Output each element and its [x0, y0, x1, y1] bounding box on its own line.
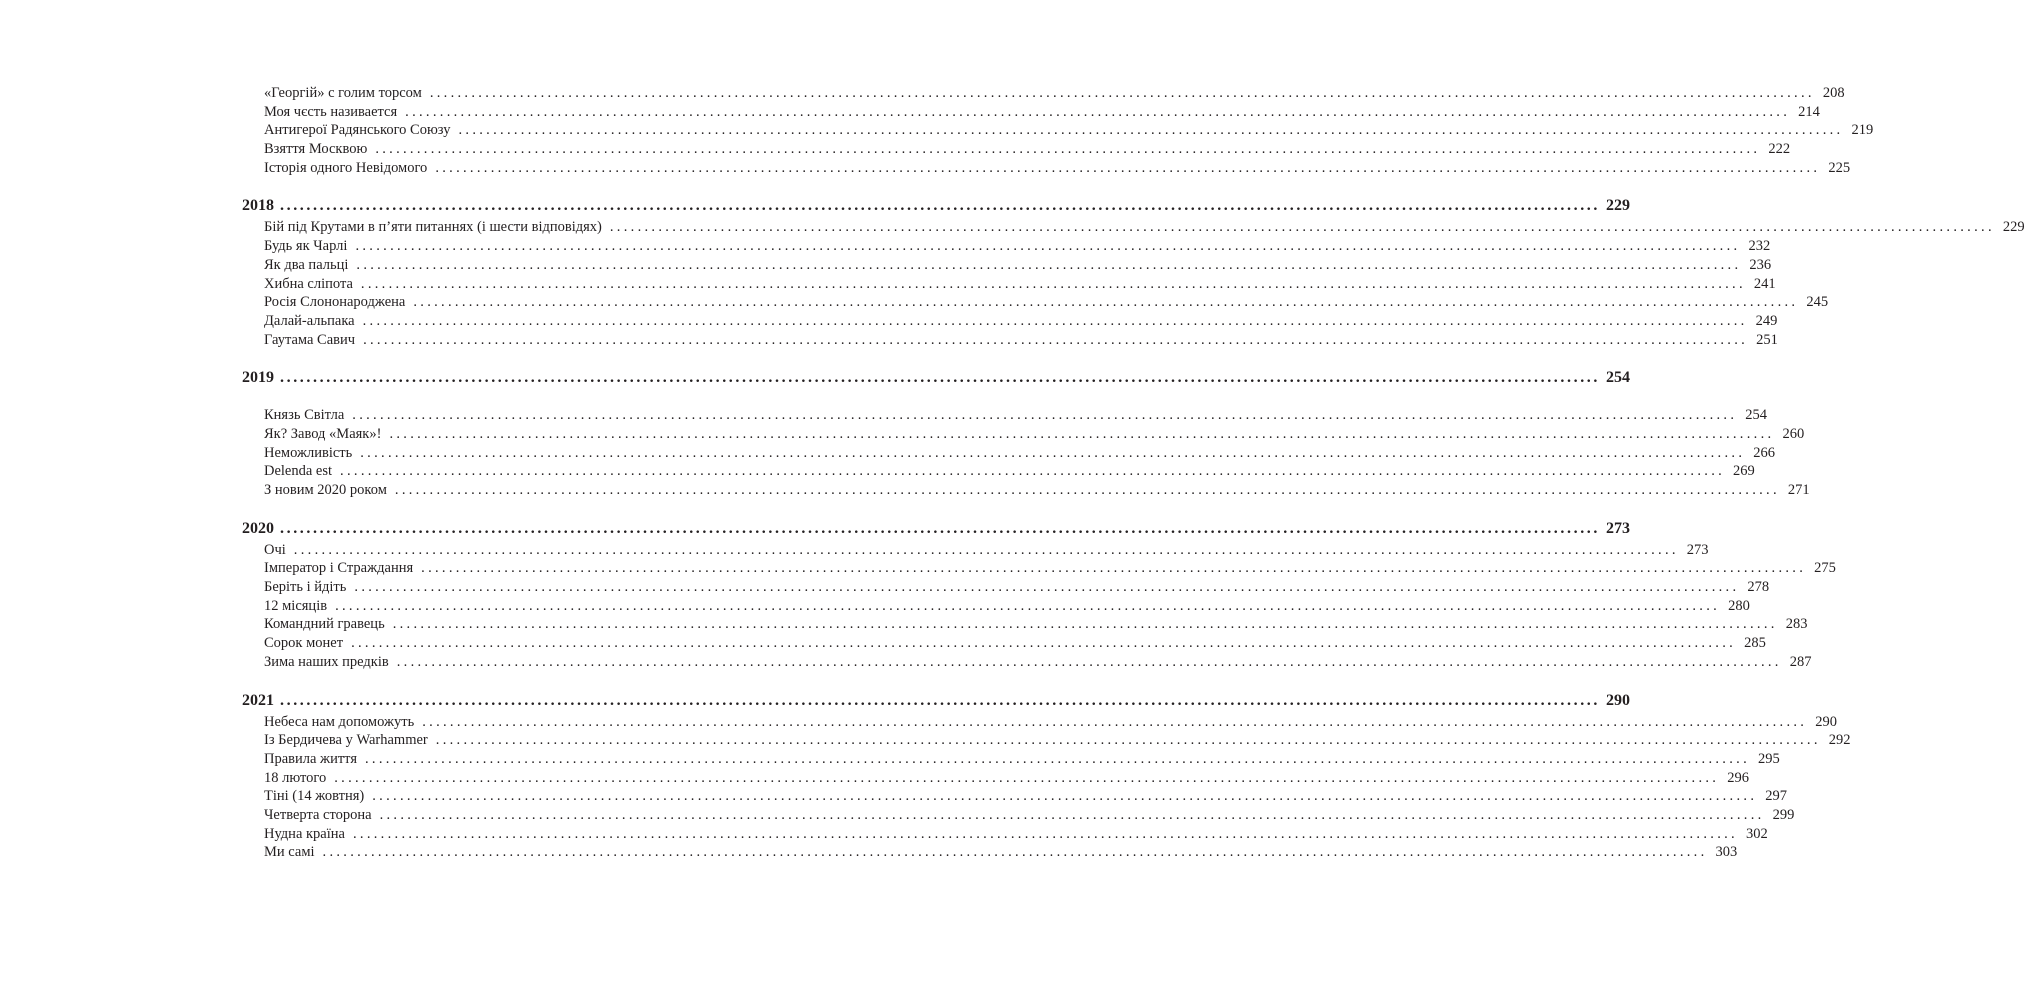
- toc-entry: [242, 481, 1810, 500]
- entry-title: Моя чєсть називается: [264, 103, 398, 120]
- dot-leader: ........................................................................................................................................................................................................: [363, 331, 1749, 348]
- page-number: 287: [1789, 653, 1812, 670]
- dot-leader: ........................................................................................................................................................................................................: [422, 713, 1808, 730]
- entry-title: Небеса нам допоможуть: [264, 713, 415, 730]
- toc-section-heading: [242, 517, 1630, 541]
- dot-leader: ........................................................................................................................................................................................................: [429, 85, 1815, 101]
- entry-title: «Георгій» с голим торсом: [264, 85, 422, 101]
- page-number: 271: [1787, 482, 1810, 498]
- section-year: 2019: [242, 369, 274, 387]
- page-number: 278: [1747, 579, 1770, 596]
- toc-entry: [242, 256, 1772, 275]
- page-number: 208: [1822, 85, 1845, 101]
- page-number: 295: [1758, 750, 1780, 767]
- dot-leader: ........................................................................................................................................................................................................: [356, 256, 1742, 273]
- toc-entry: [242, 218, 2025, 237]
- page-number: 296: [1727, 769, 1749, 786]
- entry-title: Delenda est: [264, 463, 333, 480]
- page-number: 245: [1806, 294, 1829, 311]
- toc-entry: [242, 731, 1851, 750]
- section-year: 2021: [242, 691, 274, 709]
- entry-title: Росія Слононароджена: [264, 294, 406, 311]
- dot-leader: ........................................................................................................................................................................................................: [354, 579, 1740, 596]
- dot-leader: ........................................................................................................................................................................................................: [280, 691, 1600, 709]
- toc-entry: [242, 541, 1709, 560]
- toc-entry: [242, 237, 1771, 256]
- page-number: 229: [1606, 197, 1630, 215]
- page-number: 225: [1828, 159, 1851, 176]
- toc-entry: [242, 425, 1805, 444]
- entry-title: Історія одного Невідомого: [264, 159, 428, 176]
- toc-entry: [242, 84, 1845, 103]
- entry-title: Гаутама Савич: [264, 331, 356, 348]
- table-of-contents: [242, 84, 2025, 862]
- page-number: 292: [1828, 732, 1851, 749]
- section-year: 2020: [242, 519, 274, 537]
- entry-title: Взяття Москвою: [264, 141, 368, 158]
- dot-leader: ........................................................................................................................................................................................................: [322, 844, 1708, 861]
- entry-title: Князь Світла: [264, 407, 345, 424]
- page-number: 254: [1745, 407, 1768, 424]
- entry-title: Четверта сторона: [264, 806, 372, 823]
- dot-leader: ........................................................................................................................................................................................................: [280, 369, 1600, 387]
- entry-title: Очі: [264, 541, 286, 558]
- entry-title: Беріть і йдіть: [264, 579, 347, 596]
- entry-title: 18 лютого: [264, 769, 327, 786]
- toc-entry: [242, 559, 1836, 578]
- entry-title: Сорок монет: [264, 635, 344, 652]
- page-number: 251: [1756, 331, 1778, 348]
- dot-leader: ........................................................................................................................................................................................................: [396, 653, 1782, 670]
- dot-leader: ........................................................................................................................................................................................................: [375, 141, 1761, 158]
- dot-leader: ........................................................................................................................................................................................................: [280, 519, 1600, 537]
- page-number: 273: [1686, 541, 1709, 558]
- dot-leader: ........................................................................................................................................................................................................: [362, 312, 1748, 329]
- dot-leader: ........................................................................................................................................................................................................: [372, 788, 1758, 805]
- page-number: 222: [1768, 141, 1791, 158]
- page-number: 232: [1748, 238, 1771, 255]
- entry-title: Бій під Крутами в п’яти питаннях (і шести відповідях): [264, 219, 602, 236]
- dot-leader: ........................................................................................................................................................................................................: [413, 294, 1799, 311]
- entry-title: Ми самі: [264, 844, 315, 861]
- page-number: 290: [1815, 713, 1837, 730]
- entry-title: Далай-альпака: [264, 312, 355, 329]
- entry-title: Нудна країна: [264, 825, 345, 842]
- toc-entry: [242, 597, 1750, 616]
- toc-section-heading: [242, 689, 1630, 713]
- dot-leader: ........................................................................................................................................................................................................: [421, 560, 1807, 577]
- entry-title: Хибна сліпота: [264, 275, 353, 292]
- dot-leader: ........................................................................................................................................................................................................: [352, 407, 1738, 424]
- entry-title: З новим 2020 роком: [264, 482, 387, 498]
- page-number: 290: [1606, 691, 1630, 709]
- toc-entry: [242, 406, 1768, 425]
- toc-entry: [242, 634, 1766, 653]
- dot-leader: ........................................................................................................................................................................................................: [458, 122, 1844, 139]
- entry-title: Імператор і Страждання: [264, 560, 414, 577]
- toc-entry: [242, 653, 1812, 672]
- toc-entry: [242, 140, 1791, 159]
- toc-entry: [242, 331, 1778, 350]
- page-number: 299: [1772, 806, 1795, 823]
- spacer: [242, 349, 710, 366]
- dot-leader: ........................................................................................................................................................................................................: [352, 825, 1738, 842]
- toc-entry: [242, 293, 1829, 312]
- spacer: [242, 390, 710, 406]
- toc-entry: [242, 312, 1778, 331]
- entry-title: Правила життя: [264, 750, 357, 767]
- page-number: 303: [1715, 844, 1738, 861]
- toc-entry: [242, 806, 1795, 825]
- page-number: 249: [1755, 312, 1778, 329]
- page-number: 214: [1798, 103, 1820, 120]
- toc-section-heading: [242, 366, 1630, 390]
- page-number: 236: [1749, 256, 1772, 273]
- dot-leader: ........................................................................................................................................................................................................: [394, 482, 1780, 498]
- page-number: 260: [1782, 425, 1805, 442]
- dot-leader: ........................................................................................................................................................................................................: [379, 806, 1765, 823]
- toc-entry: [242, 444, 1775, 463]
- page-number: 283: [1785, 616, 1808, 633]
- entry-title: Із Бердичева у Warhammer: [264, 732, 428, 749]
- toc-entry: [242, 275, 1776, 294]
- toc-entry: [242, 103, 1820, 122]
- dot-leader: ........................................................................................................................................................................................................: [360, 275, 1746, 292]
- toc-entry: [242, 787, 1787, 806]
- dot-leader: ........................................................................................................................................................................................................: [334, 769, 1720, 786]
- toc-entry: [242, 121, 1874, 140]
- toc-entry: [242, 713, 1837, 732]
- entry-title: Будь як Чарлі: [264, 238, 348, 255]
- toc-entry: [242, 825, 1768, 844]
- entry-title: 12 місяців: [264, 597, 328, 614]
- section-year: 2018: [242, 197, 274, 215]
- page-number: 297: [1765, 788, 1787, 805]
- dot-leader: ........................................................................................................................................................................................................: [392, 616, 1778, 633]
- dot-leader: ........................................................................................................................................................................................................: [365, 750, 1750, 767]
- page-number: 273: [1606, 519, 1630, 537]
- page-number: 241: [1753, 275, 1776, 292]
- toc-entry: [242, 750, 1780, 769]
- entry-title: Тіні (14 жовтня): [264, 788, 365, 805]
- toc-entry: [242, 769, 1749, 788]
- dot-leader: ........................................................................................................................................................................................................: [293, 541, 1679, 558]
- dot-leader: ........................................................................................................................................................................................................: [355, 238, 1741, 255]
- toc-entry: [242, 159, 1851, 178]
- dot-leader: ........................................................................................................................................................................................................: [335, 597, 1721, 614]
- dot-leader: ........................................................................................................................................................................................................: [340, 463, 1726, 480]
- page-number: 285: [1744, 635, 1766, 652]
- spacer: [242, 672, 710, 689]
- entry-title: Як два пальці: [264, 256, 349, 273]
- page-number: 269: [1733, 463, 1755, 480]
- toc-entry: [242, 843, 1738, 862]
- page-number: 229: [2002, 219, 2025, 236]
- dot-leader: ........................................................................................................................................................................................................: [360, 444, 1746, 461]
- entry-title: Антигерої Радянського Союзу: [264, 122, 451, 139]
- page-number: 254: [1606, 369, 1630, 387]
- dot-leader: ........................................................................................................................................................................................................: [609, 219, 1995, 236]
- dot-leader: ........................................................................................................................................................................................................: [405, 103, 1791, 120]
- toc-entry: [242, 615, 1808, 634]
- page-number: 302: [1745, 825, 1768, 842]
- toc-entry: [242, 578, 1770, 597]
- entry-title: Як? Завод «Маяк»!: [264, 425, 382, 442]
- toc-entry: [242, 462, 1755, 481]
- page-number: 219: [1851, 122, 1874, 139]
- page-number: 280: [1728, 597, 1750, 614]
- dot-leader: ........................................................................................................................................................................................................: [389, 425, 1775, 442]
- page-number: 266: [1753, 444, 1775, 461]
- dot-leader: ........................................................................................................................................................................................................: [435, 159, 1821, 176]
- entry-title: Зима наших предків: [264, 653, 389, 670]
- toc-section-heading: [242, 194, 1630, 218]
- entry-title: Неможливість: [264, 444, 353, 461]
- dot-leader: ........................................................................................................................................................................................................: [435, 732, 1821, 749]
- dot-leader: ........................................................................................................................................................................................................: [280, 197, 1600, 215]
- page-number: 275: [1814, 560, 1836, 577]
- spacer: [242, 177, 710, 194]
- entry-title: Командний гравець: [264, 616, 385, 633]
- dot-leader: ........................................................................................................................................................................................................: [351, 635, 1737, 652]
- spacer: [242, 500, 710, 517]
